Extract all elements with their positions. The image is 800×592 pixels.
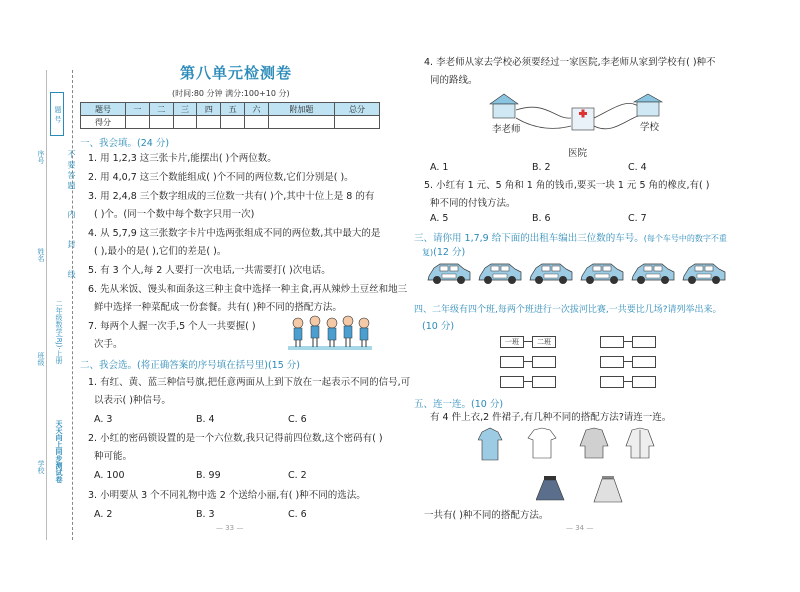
sidebar-label-series: 天天向上同步测试卷 [55,420,63,483]
section4-heading: 四、二年级有四个班,每两个班进行一次拔河比赛,一共要比几场?请列举出来。 [414,305,722,315]
s2-q2-option-a[interactable]: A. 100 [94,470,125,481]
section3-heading-cont: 复)(12 分) [422,247,466,258]
header-cell: 总分 [334,103,379,116]
tutu-skirt-icon [536,476,564,500]
s1-q1: 1. 用 1,2,3 这三张卡片,能摆出( )个两位数。 [88,153,277,164]
header-cell: 六 [245,103,269,116]
s2-q2-cont: 种可能。 [94,451,133,462]
match-line [524,381,532,382]
label-school: 学校 [640,122,660,133]
match-line [524,341,532,342]
header-cell: 一 [125,103,149,116]
s2-q4-option-b[interactable]: B. 2 [532,162,551,173]
jacket-icon [626,428,654,458]
skirts-illustration [536,474,626,504]
s2-q5-option-c[interactable]: C. 7 [628,213,647,224]
taxi-icon[interactable] [477,260,523,286]
s2-q5-option-a[interactable]: A. 5 [430,213,449,224]
section2-heading: 二、我会选。(将正确答案的序号填在括号里)(15 分) [80,360,300,371]
sidebar-label-grade: 二年级数学(RJ)·上册 [55,300,63,364]
answer-box[interactable] [600,376,624,388]
sweater-icon [580,428,608,458]
answer-box[interactable] [632,356,656,368]
s2-q5-cont: 种不同的付钱方法。 [430,198,516,209]
sidebar-label-no-answer: 不 要 答 题 [67,150,76,190]
section5-footer: 一共有( )种不同的搭配方法。 [424,510,549,521]
s1-q7: 7. 每两个人握一次手,5 个人一共要握( ) [88,321,256,332]
s2-q4-option-c[interactable]: C. 4 [628,162,647,173]
page-title: 第八单元检测卷 [180,64,293,82]
s2-q1-cont: 以表示( )种信号。 [94,395,171,406]
header-cell: 附加题 [268,103,334,116]
answer-box[interactable] [532,376,556,388]
kids-handshake-illustration [288,314,372,354]
s2-q3-option-b[interactable]: B. 3 [196,509,215,520]
s1-q5: 5. 有 3 个人,每 2 人要打一次电话,一共需要打( )次电话。 [88,265,331,276]
s1-q4: 4. 从 5,7,9 这三张数字卡片中选两张组成不同的两位数,其中最大的是 [88,228,381,239]
sidebar-label-inner: 内 [67,210,76,218]
section4-score: (10 分) [422,321,455,332]
s2-q2-option-b[interactable]: B. 99 [196,470,221,481]
header-cell: 四 [197,103,221,116]
tops-illustration [478,426,656,462]
s1-q2: 2. 用 4,0,7 这三个数能组成( )个不同的两位数,它们分别是( )。 [88,172,354,183]
s2-q3: 3. 小明要从 3 个不同礼物中选 2 个送给小丽,有( )种不同的选法。 [88,490,366,501]
score-cell[interactable] [245,116,269,129]
score-cell[interactable] [125,116,149,129]
s1-q4-cont: ( ),最小的是( ),它们的差是( )。 [94,246,227,257]
sidebar-label-class: 班级 [37,352,45,366]
score-cell[interactable] [149,116,173,129]
s2-q2-option-c[interactable]: C. 2 [288,470,307,481]
sidebar-label-line: 线 [67,270,76,278]
section3-heading: 三、请你用 1,7,9 给下面的出租车编出三位数的车号。(每个车号中的数字不重 [414,233,727,244]
s2-q1-option-a[interactable]: A. 3 [94,414,113,425]
s2-q2: 2. 小红的密码锁设置的是一个六位数,我只记得前四位数,这个密码有( ) [88,433,383,444]
hospital-icon [572,108,594,130]
header-cell: 三 [173,103,197,116]
answer-box[interactable] [600,336,624,348]
taxi-icon[interactable] [681,260,727,286]
match-line [624,361,632,362]
taxi-icon[interactable] [426,260,472,286]
taxi-icon[interactable] [630,260,676,286]
score-table-header-row [81,103,380,116]
s2-q1: 1. 有红、黄、蓝三种信号旗,把任意两面从上到下放在一起表示不同的信号,可 [88,377,411,388]
label-home: 李老师 [492,124,521,135]
s2-q1-option-b[interactable]: B. 4 [196,414,215,425]
section5-heading: 五、连一连。(10 分) [414,399,504,410]
answer-box[interactable] [600,356,624,368]
header-cell: 五 [221,103,245,116]
taxi-icon[interactable] [579,260,625,286]
page-number-left: — 33 — [216,524,244,532]
s2-q5: 5. 小红有 1 元、5 角和 1 角的钱币,要买一块 1 元 5 角的橡皮,有( ) [424,180,710,191]
sidebar-label-school: 学校 [37,460,45,474]
s1-q3-cont: ( )个。(同一个数中每个数字只用一次) [94,209,255,220]
score-cell[interactable] [334,116,379,129]
answer-box[interactable] [532,356,556,368]
score-table-row [81,116,380,129]
route-illustration [476,90,676,152]
cut-line [72,70,73,540]
header-cell: 题号 [81,103,126,116]
score-cell[interactable] [221,116,245,129]
shirt-icon [478,428,502,460]
label-hospital: 医院 [568,148,588,159]
s1-q6: 6. 先从米饭、馒头和面条这三种主食中选择一种主食,再从辣炒土豆丝和地三 [88,284,408,295]
binding-line [46,70,47,540]
sidebar-label-seat: 序号 [37,150,45,164]
s2-q4-option-a[interactable]: A. 1 [430,162,449,173]
sidebar-label-name: 姓名 [37,248,45,262]
sidebar-label-seal: 封 [67,240,76,248]
taxi-icon[interactable] [528,260,574,286]
page-subtitle: (时间:80 分钟 满分:100+10 分) [172,89,290,98]
match-line [624,381,632,382]
s2-q3-option-c[interactable]: C. 6 [288,509,307,520]
answer-box[interactable] [500,356,524,368]
answer-box[interactable] [632,336,656,348]
s1-q3: 3. 用 2,4,8 三个数字组成的三位数一共有( )个,其中十位上是 8 的有 [88,191,375,202]
answer-box[interactable] [632,376,656,388]
row-label-cell: 得分 [81,116,126,129]
s2-q5-option-b[interactable]: B. 6 [532,213,551,224]
s1-q7-cont: 次手。 [94,339,123,350]
s2-q4-cont: 同的路线。 [430,75,478,86]
class-box-1: 一班 [500,336,524,348]
score-table [80,102,380,129]
s1-q6-cont: 鲜中选择一种菜配成一份套餐。共有( )种不同的搭配方法。 [94,302,342,313]
sidebar-top-box: 题 号 [50,92,64,136]
tshirt-icon [528,428,556,458]
score-cell[interactable] [173,116,197,129]
school-icon [634,94,662,116]
answer-box[interactable] [500,376,524,388]
class-box-2: 二班 [532,336,556,348]
match-line [624,341,632,342]
section5-text: 有 4 件上衣,2 件裙子,有几种不同的搭配方法?请连一连。 [430,412,672,423]
score-cell[interactable] [197,116,221,129]
match-line [524,361,532,362]
s2-q1-option-c[interactable]: C. 6 [288,414,307,425]
s2-q4: 4. 李老师从家去学校必须要经过一家医院,李老师从家到学校有( )种不 [424,57,716,68]
long-skirt-icon [594,476,622,502]
s2-q3-option-a[interactable]: A. 2 [94,509,113,520]
score-cell[interactable] [268,116,334,129]
section1-heading: 一、我会填。(24 分) [80,138,170,149]
header-cell: 二 [149,103,173,116]
house-icon [490,94,518,118]
page-number-right: — 34 — [566,524,594,532]
